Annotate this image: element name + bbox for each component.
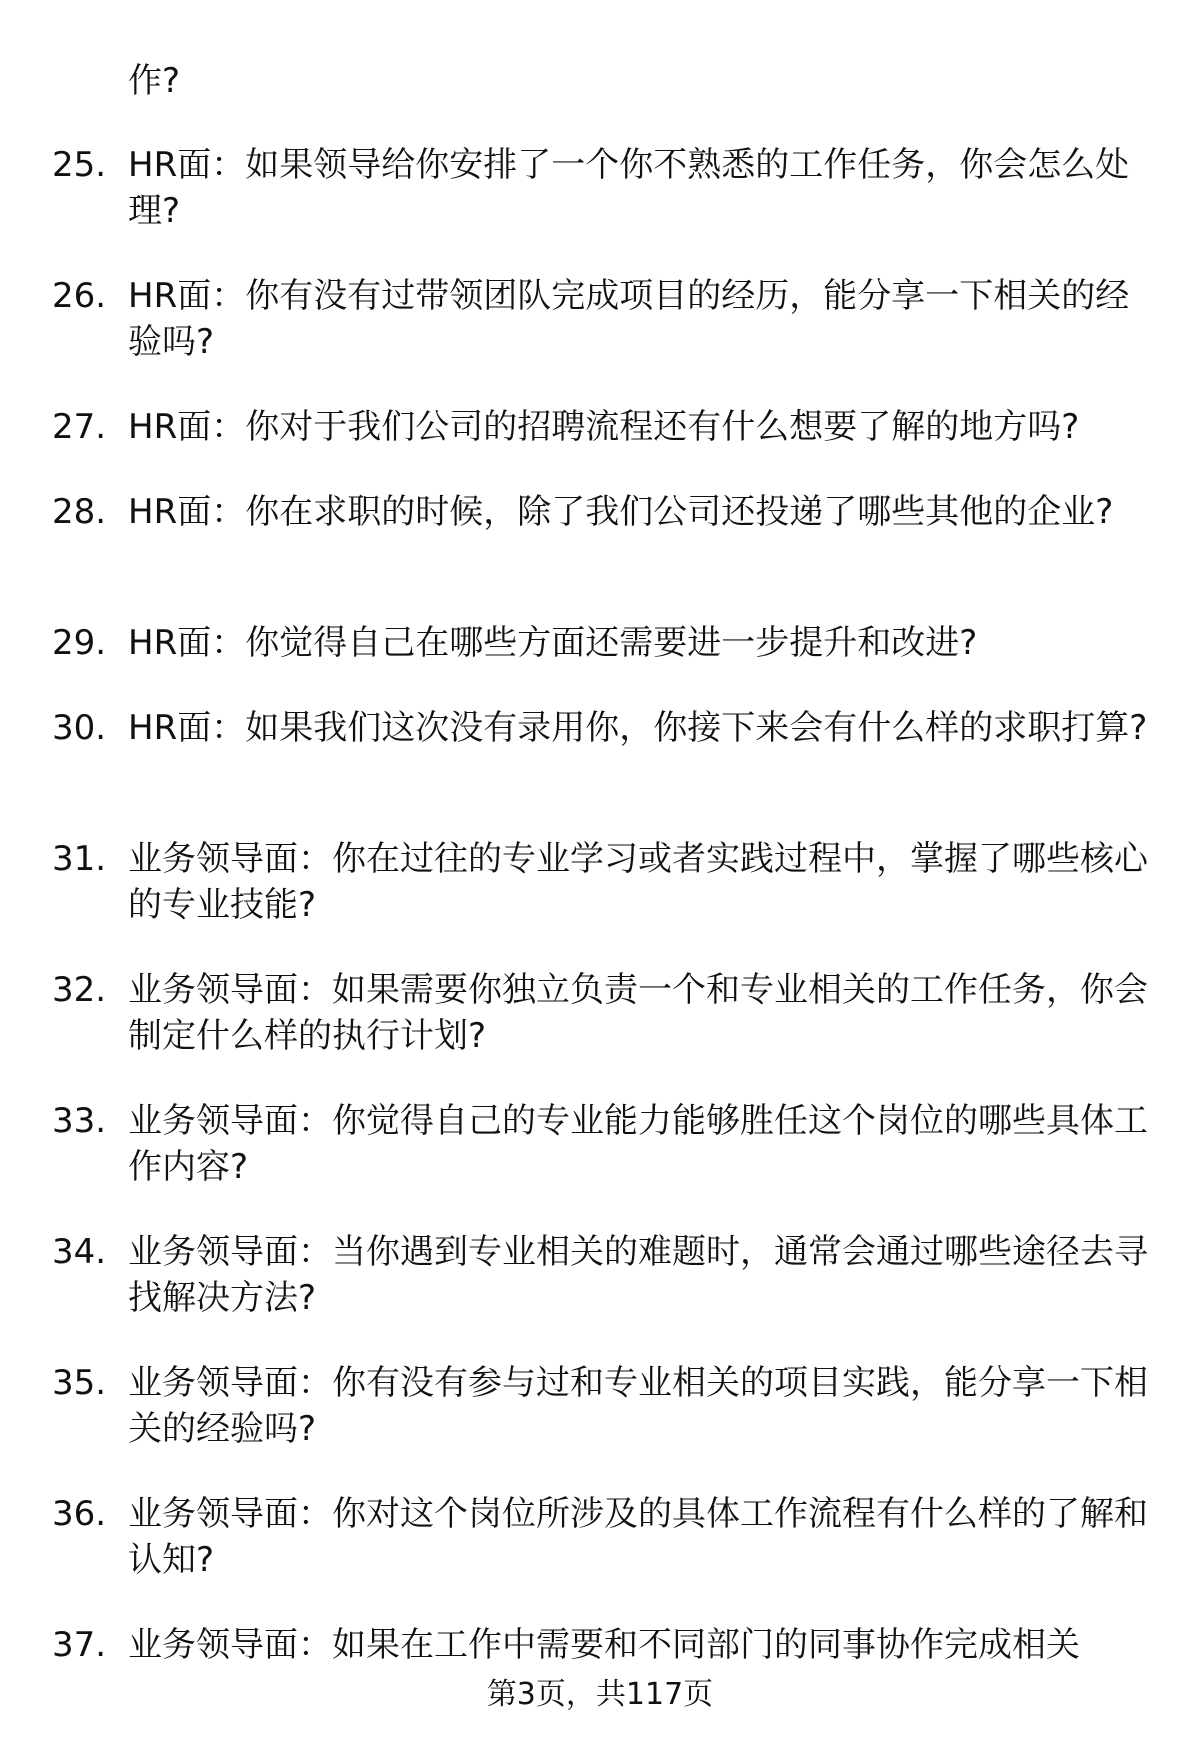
question-item-35 bbox=[0, 1348, 1200, 1479]
question-item-34 bbox=[0, 1217, 1200, 1348]
question-number: 35. bbox=[52, 1363, 107, 1403]
question-number: 37. bbox=[52, 1625, 107, 1665]
question-text: HR面：你对于我们公司的招聘流程还有什么想要了解的地方吗? bbox=[128, 407, 1080, 447]
question-number: 29. bbox=[52, 623, 107, 663]
question-text: 业务领导面：你觉得自己的专业能力能够胜任这个岗位的哪些具体工作内容? bbox=[128, 1101, 1148, 1187]
question-number: 25. bbox=[52, 145, 107, 185]
question-number: 33. bbox=[52, 1101, 107, 1141]
question-item-28 bbox=[0, 477, 1200, 608]
question-number: 27. bbox=[52, 407, 107, 447]
question-item-36 bbox=[0, 1479, 1200, 1610]
question-text: 业务领导面：如果需要你独立负责一个和专业相关的工作任务，你会制定什么样的执行计划? bbox=[128, 970, 1148, 1056]
question-item-31 bbox=[0, 824, 1200, 955]
question-number: 34. bbox=[52, 1232, 107, 1272]
question-list bbox=[0, 130, 1200, 1690]
question-number: 26. bbox=[52, 276, 107, 316]
question-item-26 bbox=[0, 261, 1200, 392]
question-item-33 bbox=[0, 1086, 1200, 1217]
question-item-25 bbox=[0, 130, 1200, 261]
question-text: 业务领导面：你有没有参与过和专业相关的项目实践，能分享一下相关的经验吗? bbox=[128, 1363, 1148, 1449]
question-number: 36. bbox=[52, 1494, 107, 1534]
question-text: HR面：如果我们这次没有录用你，你接下来会有什么样的求职打算? bbox=[128, 708, 1148, 748]
question-number: 28. bbox=[52, 492, 107, 532]
continuation-text: 作? bbox=[128, 61, 181, 101]
question-text: 业务领导面：你对这个岗位所涉及的具体工作流程有什么样的了解和认知? bbox=[128, 1494, 1148, 1580]
question-text: HR面：你觉得自己在哪些方面还需要进一步提升和改进? bbox=[128, 623, 978, 663]
question-item-27 bbox=[0, 392, 1200, 477]
question-text: HR面：你有没有过带领团队完成项目的经历，能分享一下相关的经验吗? bbox=[128, 276, 1130, 362]
question-text: HR面：你在求职的时候，除了我们公司还投递了哪些其他的企业? bbox=[128, 492, 1114, 532]
question-number: 31. bbox=[52, 839, 107, 879]
question-text: HR面：如果领导给你安排了一个你不熟悉的工作任务，你会怎么处理? bbox=[128, 145, 1130, 231]
page-footer: 第3页，共117页 bbox=[486, 1677, 714, 1712]
question-text: 业务领导面：你在过往的专业学习或者实践过程中，掌握了哪些核心的专业技能? bbox=[128, 839, 1148, 925]
question-number: 32. bbox=[52, 970, 107, 1010]
question-text: 业务领导面：当你遇到专业相关的难题时，通常会通过哪些途径去寻找解决方法? bbox=[128, 1232, 1148, 1318]
question-item-29 bbox=[0, 608, 1200, 693]
question-item-30 bbox=[0, 693, 1200, 824]
question-number: 30. bbox=[52, 708, 107, 748]
question-text: 业务领导面：如果在工作中需要和不同部门的同事协作完成相关 bbox=[128, 1625, 1080, 1665]
question-item-32 bbox=[0, 955, 1200, 1086]
